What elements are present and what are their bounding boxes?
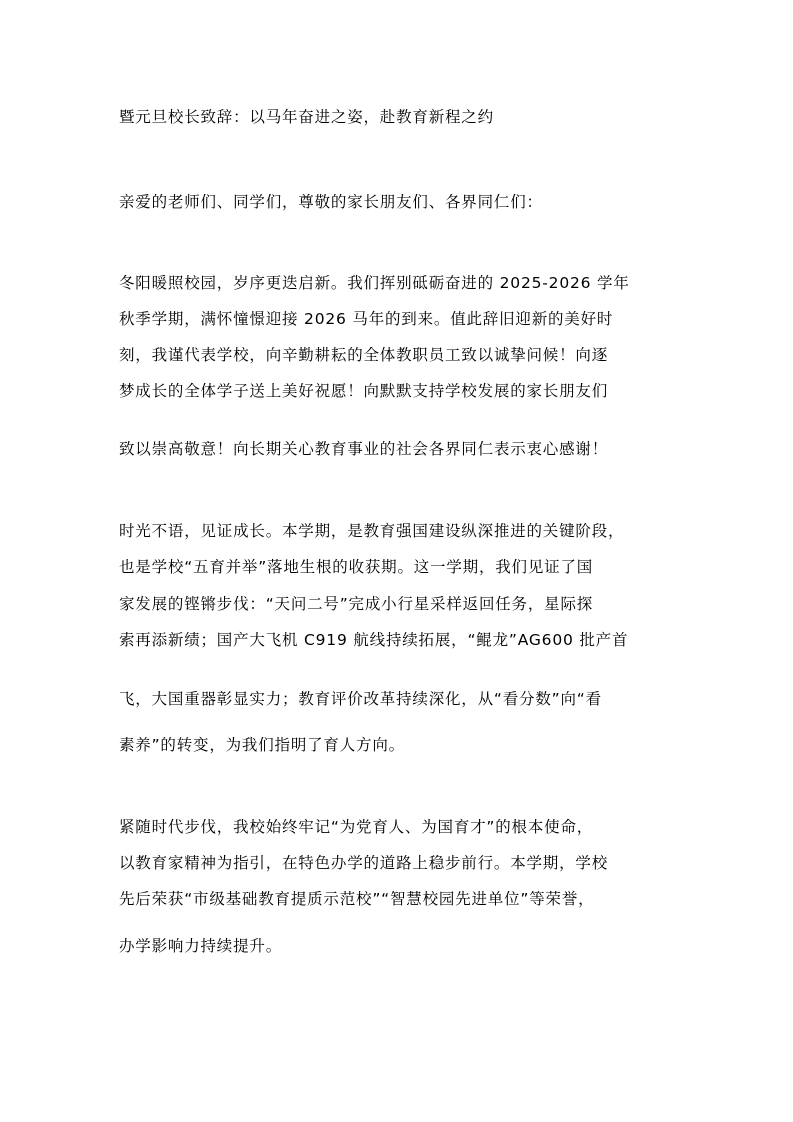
paragraph-1-line-1: 冬阳暖照校园，岁序更迭启新。我们挥别砥砺奋进的 2025-2026 学年 [119,274,630,292]
paragraph-2-line-1: 时光不语，见证成长。本学期，是教育强国建设纵深推进的关键阶段， [119,522,625,540]
paragraph-3-line-1: 紧随时代步伐，我校始终牢记“为党育人、为国育才”的根本使命， [119,818,594,836]
paragraph-2-line-6: 素养”的转变，为我们指明了育人方向。 [119,736,405,754]
paragraph-1-line-4: 梦成长的全体学子送上美好祝愿！向默默支持学校发展的家长朋友们 [119,382,609,400]
paragraph-2-line-2: 也是学校“五育并举”落地生根的收获期。这一学期，我们见证了国 [119,558,594,576]
salutation: 亲爱的老师们、同学们，尊敬的家长朋友们、各界同仁们： [119,193,543,211]
paragraph-2-line-4: 索再添新绩；国产大飞机 C919 航线持续拓展，“鲲龙”AG600 批产首 [119,631,629,649]
paragraph-2-line-5: 飞，大国重器彰显实力；教育评价改革持续深化，从“看分数”向“看 [119,690,602,708]
paragraph-3-line-4: 办学影响力持续提升。 [119,937,283,955]
document-title: 暨元旦校长致辞：以马年奋进之姿，赴教育新程之约 [119,108,494,126]
paragraph-1-line-3: 刻，我谨代表学校，向辛勤耕耘的全体教职员工致以诚挚问候！向逐 [119,346,609,364]
paragraph-2-line-3: 家发展的铿锵步伐：“天问二号”完成小行星采样返回任务，星际探 [119,595,594,613]
paragraph-3-line-2: 以教育家精神为指引，在特色办学的道路上稳步前行。本学期，学校 [119,854,609,872]
paragraph-3-line-3: 先后荣获“市级基础教育提质示范校”“智慧校园先进单位”等荣誉， [119,890,595,908]
paragraph-1-line-5: 致以崇高敬意！向长期关心教育事业的社会各界同仁表示衷心感谢！ [119,440,609,458]
paragraph-1-line-2: 秋季学期，满怀憧憬迎接 2026 马年的到来。值此辞旧迎新的美好时 [119,310,614,328]
